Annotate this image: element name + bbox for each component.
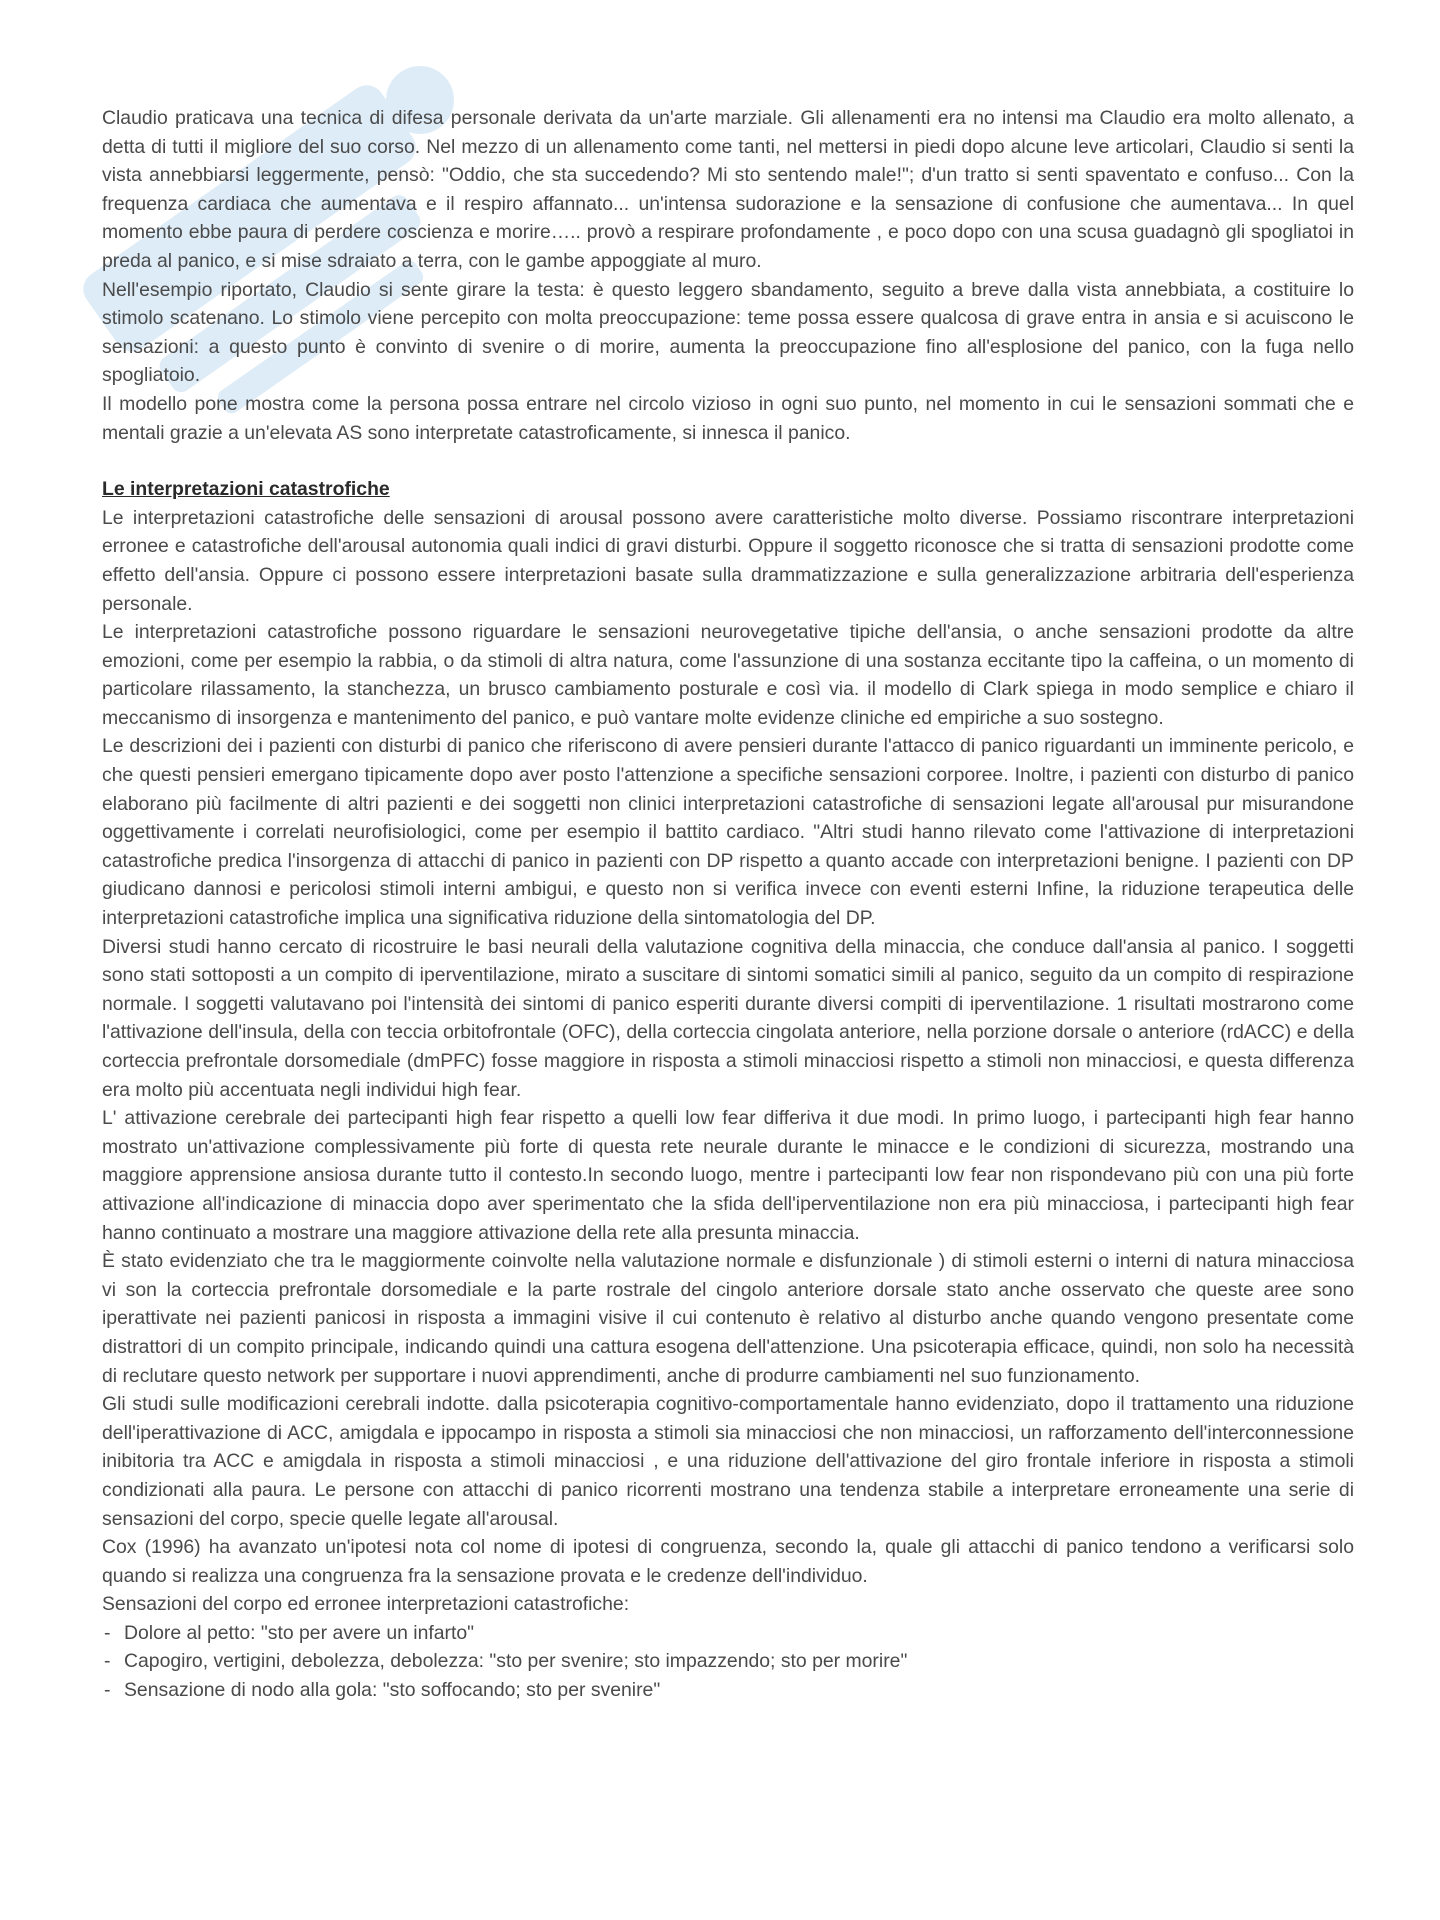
list-item: - Sensazione di nodo alla gola: "sto soffocando; sto per svenire" xyxy=(102,1676,1354,1705)
paragraph: Gli studi sulle modificazioni cerebrali indotte. dalla psicoterapia cognitivo-comportamentale hanno evidenziato, dopo il trattamento una riduzione dell'iperattivazione di ACC, amigdala e ippocampo in risposta a stimoli sia minacciosi che non minacciosi, un rafforzamento dell'interconnessione inibitoria tra ACC e amigdala in risposta a stimoli minacciosi , e una riduzione dell'attivazione del giro frontale inferiore in risposta a stimoli condizionati alla paura. Le persone con attacchi di panico ricorrenti mostrano una tendenza stabile a interpretare erroneamente una serie di sensazioni del corpo, specie quelle legate all'arousal. xyxy=(102,1393,1354,1530)
intro-section xyxy=(102,104,1354,447)
paragraph-claudio-story: Claudio praticava una tecnica di difesa personale derivata da un'arte marziale. Gli allenamenti era no intensi ma Claudio era molto allenato, a detta di tutti il migliore del suo corso. Nel mezzo di un allenamento come tanti, nel mettersi in piedi dopo alcune leve articolari, Claudio si senti la vista annebbiarsi leggermente, pensò: "Oddio, che sta succedendo? Mi sto sentendo male!"; d'un tratto si senti spaventato e confuso... Con la frequenza cardiaca che aumentava e il respiro affannato... un'intensa sudorazione e la sensazione di confusione che aumentava... In quel momento ebbe paura di perdere coscienza e morire….. provò a respirare profondamente , e poco dopo con una scusa guadagnò gli spogliatoi in preda al panico, e si mise sdraiato a terra, con le gambe appoggiate al muro. xyxy=(102,107,1354,272)
section-spacer xyxy=(102,447,1354,475)
list-item: - Capogiro, vertigini, debolezza, debolezza: "sto per svenire; sto impazzendo; sto per morire" xyxy=(102,1647,1354,1676)
paragraph-example-analysis: Nell'esempio riportato, Claudio si sente girare la testa: è questo leggero sbandamento, seguito a breve dalla vista annebbiata, a costituire lo stimolo scatenano. Lo stimolo viene percepito con molta preoccupazione: teme possa essere qualcosa di grave entra in ansia e si acuiscono le sensazioni: a questo punto è convinto di svenire o di morire, aumenta la preoccupazione fino all'esplosione del panico, con la fuga nello spogliatoio. xyxy=(102,278,1354,387)
sensations-list xyxy=(102,1619,1354,1705)
section-heading: Le interpretazioni catastrofiche xyxy=(102,478,390,501)
list-intro: Sensazioni del corpo ed erronee interpretazioni catastrofiche: xyxy=(102,1593,630,1616)
paragraph: È stato evidenziato che tra le maggiormente coinvolte nella valutazione normale e disfunzionale ) di stimoli esterni o interni di natura minacciosa vi son la corteccia prefrontale dorsomediale e la parte rostrale del cingolo anteriore dorsale stato anche osservato che queste aree sono iperattivate nei pazienti panicosi in risposta a immagini visive il cui contenuto è relativo al disturbo anche quando vengono presentate come distrattori di un compito principale, indicando quindi una cattura esogena dell'attenzione. Una psicoterapia efficace, quindi, non solo ha necessità di reclutare questo network per supportare i nuovi apprendimenti, anche di produrre cambiamenti nel suo funzionamento. xyxy=(102,1250,1354,1387)
list-item: - Dolore al petto: "sto per avere un infarto" xyxy=(102,1619,1354,1648)
paragraph: Le interpretazioni catastrofiche possono riguardare le sensazioni neurovegetative tipiche dell'ansia, o anche sensazioni prodotte da altre emozioni, come per esempio la rabbia, o da stimoli di altra natura, come l'assunzione di una sostanza eccitante tipo la caffeina, o un momento di particolare rilassamento, la stanchezza, un brusco cambiamento posturale e così via. il modello di Clark spiega in modo semplice e chiaro il meccanismo di insorgenza e mantenimento del panico, e può vantare molte evidenze cliniche ed empiriche a suo sostegno. xyxy=(102,621,1354,729)
catastrophic-section xyxy=(102,504,1354,1705)
paragraph: L' attivazione cerebrale dei partecipanti high fear rispetto a quelli low fear differiva it due modi. In primo luogo, i partecipanti high fear hanno mostrato un'attivazione complessivamente più forte di questa rete neurale durante le minacce e le condizioni di sicurezza, mostrando una maggiore apprensione ansiosa durante tutto il contesto.In secondo luogo, mentre i partecipanti low fear non rispondevano più con una più forte attivazione all'indicazione di minaccia dopo aver sperimentato che la sfida dell'iperventilazione non era più minacciosa, i partecipanti high fear hanno continuato a mostrare una maggiore attivazione della rete alla presunta minaccia. xyxy=(102,1107,1354,1244)
paragraph-model: Il modello pone mostra come la persona possa entrare nel circolo vizioso in ogni suo punto, nel momento in cui le sensazioni sommati che e mentali grazie a un'elevata AS sono interpretate catastroficamente, si innesca il panico. xyxy=(102,392,1354,444)
paragraph: Cox (1996) ha avanzato un'ipotesi nota col nome di ipotesi di congruenza, secondo la, quale gli attacchi di panico tendono a verificarsi solo quando si realizza una congruenza fra la sensazione provata e le credenze dell'individuo. xyxy=(102,1536,1354,1587)
paragraph: Diversi studi hanno cercato di ricostruire le basi neurali della valutazione cognitiva della minaccia, che conduce dall'ansia al panico. I soggetti sono stati sottoposti a un compito di iperventilazione, mirato a suscitare di sintomi somatici simili al panico, seguito da un compito di respirazione normale. I soggetti valutavano poi l'intensità dei sintomi di panico esperiti durante diversi compiti di iperventilazione. 1 risultati mostrarono come l'attivazione dell'insula, della con teccia orbitofrontale (OFC), della corteccia cingolata anteriore, nella porzione dorsale o anteriore (rdACC) e della corteccia prefrontale dorsomediale (dmPFC) fosse maggiore in risposta a stimoli minacciosi rispetto a stimoli non minacciosi, e questa differenza era molto più accentuata negli individui high fear. xyxy=(102,935,1354,1101)
paragraph: Le descrizioni dei i pazienti con disturbi di panico che riferiscono di avere pensieri durante l'attacco di panico riguardanti un imminente pericolo, e che questi pensieri emergano tipicamente dopo aver posto l'attenzione a specifiche sensazioni corporee. Inoltre, i pazienti con disturbo di panico elaborano più facilmente di altri pazienti e dei soggetti non clinici interpretazioni catastrofiche di sensazioni legate all'arousal pur misurandone oggettivamente i correlati neurofisiologici, come per esempio il battito cardiaco. "Altri studi hanno rilevato come l'attivazione di interpretazioni catastrofiche predica l'insorgenza di attacchi di panico in pazienti con DP rispetto a quanto accade con interpretazioni benigne. I pazienti con DP giudicano dannosi e pericolosi stimoli interni ambigui, e questo non si verifica invece con eventi esterni Infine, la riduzione terapeutica delle interpretazioni catastrofiche implica una significativa riduzione della sintomatologia del DP. xyxy=(102,735,1354,930)
document-page xyxy=(102,104,1354,1705)
paragraph: Le interpretazioni catastrofiche delle sensazioni di arousal possono avere caratteristiche molto diverse. Possiamo riscontrare interpretazioni erronee e catastrofiche dell'arousal autonomia quali indici di gravi disturbi. Oppure il soggetto riconosce che si tratta di sensazioni prodotte come effetto dell'ansia. Oppure ci possono essere interpretazioni basate sulla drammatizzazione e sulla generalizzazione arbitraria dell'esperienza personale. xyxy=(102,506,1354,615)
